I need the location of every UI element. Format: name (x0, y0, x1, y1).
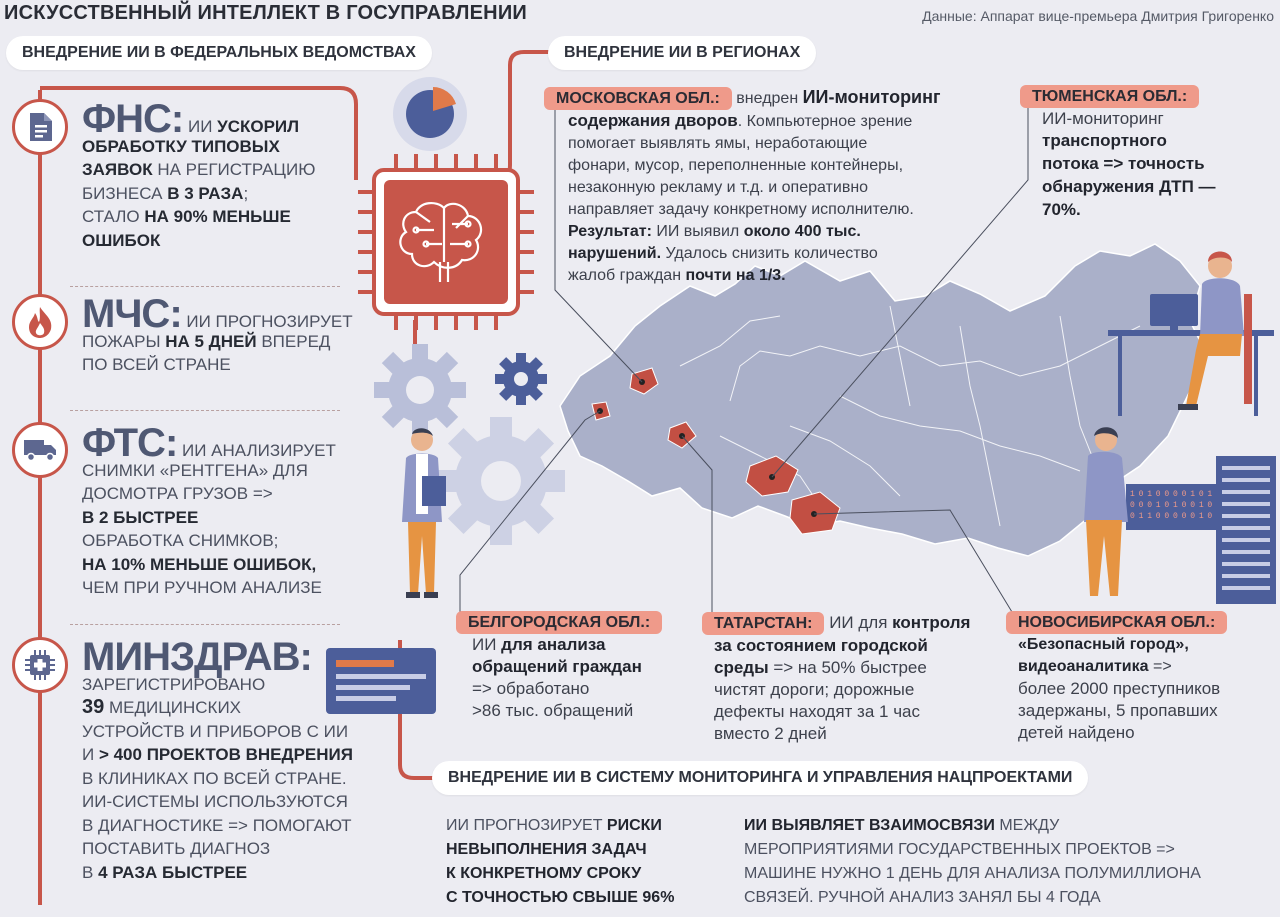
minzdrav-name: МИНЗДРАВ: (82, 635, 312, 679)
section-regions: ВНЕДРЕНИЕ ИИ В РЕГИОНАХ (548, 36, 816, 70)
belgorod-block: БЕЛГОРОДСКАЯ ОБЛ.: ИИ для анализа обращений граждан => обработано >86 тыс. обращений (456, 612, 696, 722)
server-screen-code: 1 0 1 0 0 0 0 1 0 1 0 0 0 1 0 1 0 0 1 0 0 1 1 0 0 0 0 0 1 0 (1130, 490, 1212, 521)
tyumen-block: ТЮМЕНСКАЯ ОБЛ.: ИИ-мониторинг транспортного потока => точность обнаружения ДТП — 70%. (1020, 86, 1260, 222)
fts-name: ФТС: (82, 421, 178, 465)
section-federal: ВНЕДРЕНИЕ ИИ В ФЕДЕРАЛЬНЫХ ВЕДОМСТВАХ (6, 36, 432, 70)
source-caption: Данные: Аппарат вице-премьера Дмитрия Григоренко (922, 8, 1274, 24)
fns-name: ФНС: (82, 97, 184, 141)
mchs-name: МЧС: (82, 292, 182, 336)
np-col-1: ИИ ПРОГНОЗИРУЕТ РИСКИ НЕВЫПОЛНЕНИЯ ЗАДАЧ К КОНКРЕТНОМУ СРОКУ С ТОЧНОСТЬЮ СВЫШЕ 96% (446, 817, 675, 906)
page-title: ИСКУССТВЕННЫЙ ИНТЕЛЛЕКТ В ГОСУПРАВЛЕНИИ (4, 2, 527, 24)
minzdrav-block: МИНЗДРАВ: ЗАРЕГИСТРИРОВАНО 39 МЕДИЦИНСКИХ УСТРОЙСТВ И ПРИБОРОВ С ИИ И > 400 ПРОЕКТОВ ВНЕДРЕНИЯ В КЛИНИКАХ ПО ВСЕЙ СТРАНЕ. ИИ-СИСТЕМЫ ИСПОЛЬЗУЮТСЯ В ДИАГНОСТИКЕ => ПОМОГАЮТ ПОСТАВИТЬ ДИАГНОЗ В 4 РАЗА БЫСТРЕЕ (82, 635, 353, 882)
tyumen-label: ТЮМЕНСКАЯ ОБЛ.: (1020, 85, 1199, 108)
person-icon (1104, 246, 1280, 422)
novosibirsk-label: НОВОСИБИРСКАЯ ОБЛ.: (1006, 611, 1227, 634)
moscow-block: МОСКОВСКАЯ ОБЛ.: внедрен ИИ-мониторинг содержания дворов. Компьютерное зрение помогает выявлять ямы, неработающие фонари, мусор, переполненные контейнеры, незаконную рекламу и т.д. и оперативно направляет задачу конкретному исполнителю. Результат: ИИ выявил около 400 тыс. нарушений. Удалось снизить количество жалоб граждан почти на 1/3. (544, 86, 1004, 287)
section-monitoring: ВНЕДРЕНИЕ ИИ В СИСТЕМУ МОНИТОРИНГА И УПРАВЛЕНИЯ НАЦПРОЕКТАМИ (432, 761, 1088, 795)
tatarstan-block: ТАТАРСТАН: ИИ для контроля за состоянием городской среды => на 50% быстрее чистят дороги; дорожные дефекты находят за 1 час вместо 2 дней (702, 612, 1002, 745)
fns-block: ФНС: ИИ УСКОРИЛ ОБРАБОТКУ ТИПОВЫХ ЗАЯВОК НА РЕГИСТРАЦИЮ БИЗНЕСА В 3 РАЗА; СТАЛО НА 90% МЕНЬШЕ ОШИБОК (82, 97, 316, 250)
np-col-2: ИИ ВЫЯВЛЯЕТ ВЗАИМОСВЯЗИ МЕЖДУ МЕРОПРИЯТИЯМИ ГОСУДАРСТВЕННЫХ ПРОЕКТОВ => МАШИНЕ НУЖНО 1 ДЕНЬ ДЛЯ АНАЛИЗА ПОЛУМИЛЛИОНА СВЯЗЕЙ. РУЧНОЙ АНАЛИЗ ЗАНЯЛ БЫ 4 ГОДА (744, 817, 1201, 906)
mchs-block: МЧС: ИИ ПРОГНОЗИРУЕТ ПОЖАРЫ НА 5 ДНЕЙ ВПЕРЕД ПО ВСЕЙ СТРАНЕ (82, 292, 353, 374)
novosibirsk-block: НОВОСИБИРСКАЯ ОБЛ.: «Безопасный город», видеоаналитика => более 2000 преступников задержаны, 5 пропавших детей найдено (1006, 612, 1276, 744)
tatarstan-label: ТАТАРСТАН: (702, 612, 824, 635)
moscow-label: МОСКОВСКАЯ ОБЛ.: (544, 87, 732, 110)
fts-block: ФТС: ИИ АНАЛИЗИРУЕТ СНИМКИ «РЕНТГЕНА» ДЛЯ ДОСМОТРА ГРУЗОВ => В 2 БЫСТРЕЕ ОБРАБОТКА СНИМКОВ; НА 10% МЕНЬШЕ ОШИБОК, ЧЕМ ПРИ РУЧНОМ АНАЛИЗЕ (82, 421, 336, 597)
belgorod-label: БЕЛГОРОДСКАЯ ОБЛ.: (456, 611, 662, 634)
